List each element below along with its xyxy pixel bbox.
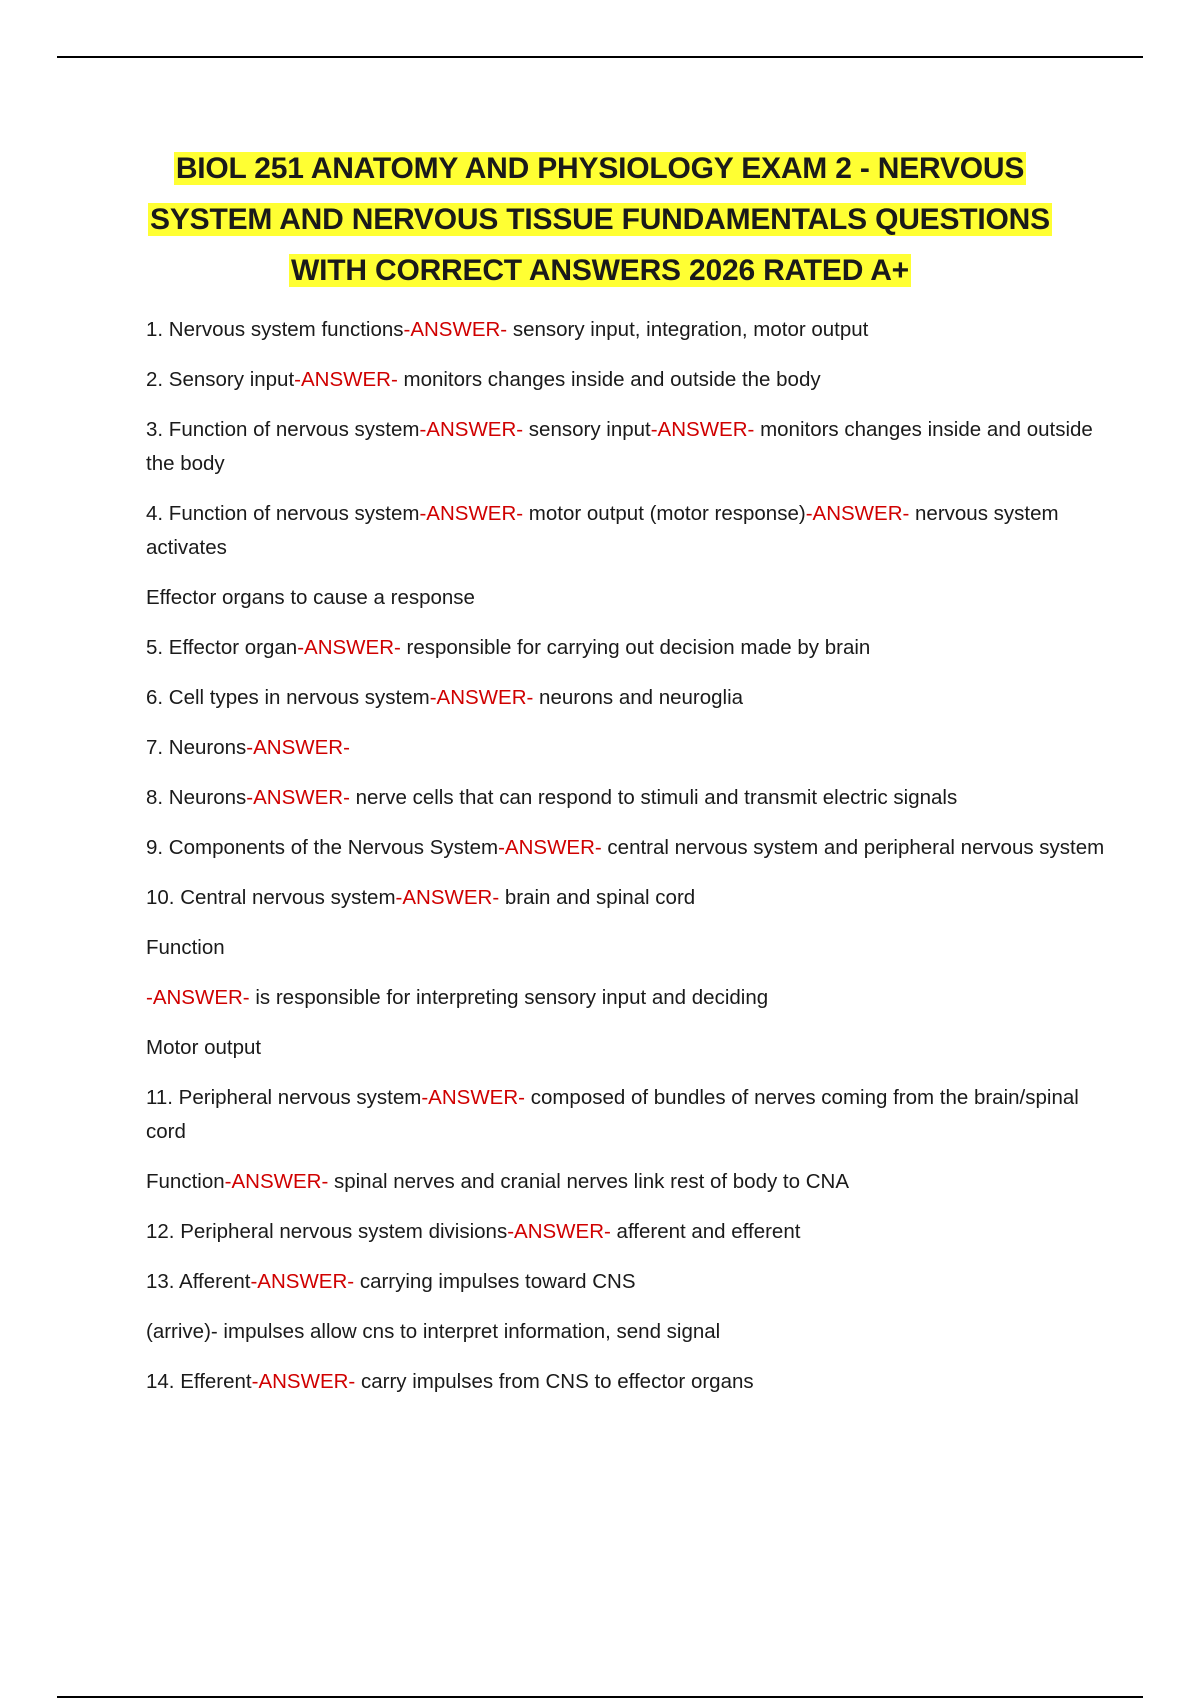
question: 8. Neurons (146, 786, 247, 809)
plain-line: Effector organs to cause a response (146, 586, 475, 609)
question: 7. Neurons (146, 736, 247, 759)
answer-tag: -ANSWER- (297, 636, 401, 659)
answer: spinal nerves and cranial nerves link rest of body to CNA (328, 1170, 850, 1193)
bottom-rule (57, 1696, 1143, 1698)
answer: afferent and efferent (610, 1220, 801, 1243)
answer: carrying impulses toward CNS (354, 1270, 636, 1293)
question: 11. Peripheral nervous system (146, 1086, 422, 1109)
qa-item (146, 363, 1106, 397)
answer-tag: -ANSWER- (294, 368, 398, 391)
question: 6. Cell types in nervous system (146, 686, 430, 709)
qa-item (146, 731, 1106, 765)
answer: is responsible for interpreting sensory input and deciding (249, 986, 769, 1009)
answer-tag: -ANSWER- (805, 502, 910, 525)
qa-list (146, 313, 1106, 1415)
answer-tag: -ANSWER- (498, 836, 602, 859)
question: 12. Peripheral nervous system divisions (146, 1220, 508, 1243)
question: 5. Effector organ (146, 636, 298, 659)
answer-tag: -ANSWER- (246, 786, 350, 809)
answer-tag: -ANSWER- (650, 418, 755, 441)
question: 14. Efferent (146, 1370, 252, 1393)
answer-2: monitors changes inside and outside the body (146, 418, 1093, 475)
qa-item (146, 681, 1106, 715)
question: 1. Nervous system functions (146, 318, 404, 341)
answer-tag: -ANSWER- (250, 1270, 355, 1293)
answer: brain and spinal cord (499, 886, 696, 909)
plain-line: (arrive)- impulses allow cns to interpret information, send signal (146, 1320, 721, 1343)
question: 13. Afferent (146, 1270, 251, 1293)
question: 2. Sensory input (146, 368, 295, 391)
qa-item (146, 1265, 1106, 1299)
answer: composed of bundles of nerves coming from the brain/spinal cord (146, 1086, 1079, 1143)
answer-tag: -ANSWER- (246, 736, 350, 759)
qa-item (146, 1365, 1106, 1399)
qa-item (146, 881, 1106, 915)
question: 4. Function of nervous system (146, 502, 420, 525)
answer: neurons and neuroglia (533, 686, 744, 709)
answer: sensory input (523, 418, 651, 441)
answer-tag: -ANSWER- (251, 1370, 356, 1393)
qa-item (146, 1215, 1106, 1249)
answer-tag: -ANSWER- (419, 418, 524, 441)
question: 3. Function of nervous system (146, 418, 420, 441)
answer: monitors changes inside and outside the body (397, 368, 821, 391)
answer: responsible for carrying out decision made by brain (400, 636, 871, 659)
answer-tag: -ANSWER- (429, 686, 534, 709)
answer: carry impulses from CNS to effector organs (355, 1370, 754, 1393)
qa-item (146, 831, 1106, 865)
qa-item (146, 1081, 1106, 1149)
qa-item (146, 1165, 1106, 1199)
plain-line: Motor output (146, 1036, 262, 1059)
answer: central nervous system and peripheral nervous system (601, 836, 1105, 859)
answer: motor output (motor response) (523, 502, 806, 525)
qa-item (146, 781, 1106, 815)
answer-2: nervous system activates (146, 502, 1059, 559)
answer-tag: -ANSWER- (403, 318, 508, 341)
qa-item (146, 313, 1106, 347)
title-line-2: SYSTEM AND NERVOUS TISSUE FUNDAMENTALS QUESTIONS (150, 203, 1050, 236)
answer-tag: -ANSWER- (146, 986, 250, 1009)
document-title (120, 143, 1080, 296)
question: 9. Components of the Nervous System (146, 836, 499, 859)
title-line-1: BIOL 251 ANATOMY AND PHYSIOLOGY EXAM 2 - NERVOUS (175, 152, 1025, 185)
answer-tag: -ANSWER- (421, 1086, 525, 1109)
answer-tag: -ANSWER- (419, 502, 524, 525)
qa-item (146, 497, 1106, 565)
qa-item (146, 981, 1106, 1015)
title-line-3: WITH CORRECT ANSWERS 2026 RATED A+ (291, 254, 909, 287)
answer-tag: -ANSWER- (224, 1170, 329, 1193)
answer: sensory input, integration, motor output (507, 318, 869, 341)
answer-tag: -ANSWER- (507, 1220, 611, 1243)
question: 10. Central nervous system (146, 886, 396, 909)
plain-line: Function (146, 936, 225, 959)
top-rule (57, 56, 1143, 58)
answer-tag: -ANSWER- (395, 886, 500, 909)
qa-item (146, 631, 1106, 665)
qa-item (146, 413, 1106, 481)
question: Function (146, 1170, 225, 1193)
answer: nerve cells that can respond to stimuli and transmit electric signals (349, 786, 958, 809)
